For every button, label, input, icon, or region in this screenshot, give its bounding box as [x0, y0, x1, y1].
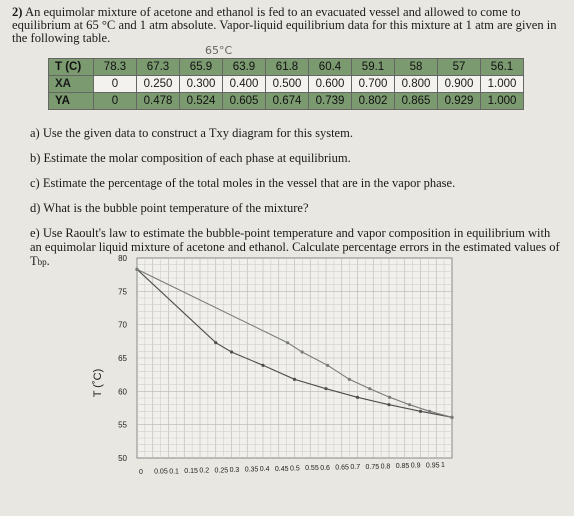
table-cell: 65.9 — [180, 59, 223, 76]
x-tick-label: 0.1 — [169, 468, 179, 476]
question-e-end: . — [46, 254, 50, 268]
table-cell: 1.000 — [481, 93, 524, 110]
data-point — [230, 350, 233, 353]
data-point — [326, 364, 329, 367]
table-cell: 0.300 — [180, 76, 223, 93]
table-cell: 59.1 — [352, 59, 395, 76]
y-axis-label: T (˚C) — [92, 368, 104, 398]
x-tick-label: 0.55 — [305, 465, 319, 473]
question-c: c) Estimate the percentage of the total moles in the vessel that are in the vapor phase. — [30, 176, 456, 190]
data-point — [388, 396, 391, 399]
table-cell: 1.000 — [481, 76, 524, 93]
question-b: b) Estimate the molar composition of each phase at equilibrium. — [30, 151, 351, 165]
table-cell: 0.400 — [223, 76, 266, 93]
table-cell: 0.865 — [395, 93, 438, 110]
x-tick-label: 0.5 — [290, 465, 300, 473]
y-tick-label: 80 — [118, 254, 127, 263]
data-point — [324, 387, 327, 390]
table-cell: 58 — [395, 59, 438, 76]
table-cell: 0 — [94, 76, 137, 93]
problem-text: An equimolar mixture of acetone and ethanol is fed to an evacuated vessel and allowed to come to equilibrium at 65 °C and 1 atm absolute. Vapor-liquid equilibrium data for this mixture at 1 atm are given in the following table. — [12, 5, 557, 45]
x-tick-label: 0.65 — [335, 464, 349, 472]
data-point — [428, 410, 431, 413]
x-tick-label: 0.25 — [214, 467, 229, 475]
table-cell: 0.700 — [352, 76, 395, 93]
x-tick-label: 0.8 — [380, 463, 391, 471]
y-tick-label: 55 — [118, 420, 127, 430]
table-cell: 60.4 — [309, 59, 352, 76]
data-point — [387, 403, 390, 406]
question-d: d) What is the bubble point temperature of the mixture? — [30, 201, 309, 215]
table-cell: 57 — [438, 59, 481, 76]
table-cell: 0.478 — [137, 93, 180, 110]
table-cell: 0.929 — [438, 93, 481, 110]
x-tick-label: 1 — [441, 462, 445, 469]
x-tick-label: 0.45 — [274, 465, 289, 473]
question-a: a) Use the given data to construct a Txy diagram for this system. — [30, 126, 353, 140]
x-tick-label: 0.95 — [425, 462, 440, 470]
data-point — [293, 378, 296, 381]
data-point — [135, 268, 138, 271]
table-cell: 0.674 — [266, 93, 309, 110]
x-tick-label: 0.3 — [229, 466, 240, 474]
table-cell: 78.3 — [94, 59, 137, 76]
data-point — [356, 396, 359, 399]
x-tick-label: 0.9 — [410, 462, 421, 470]
problem-number: 2) — [12, 5, 23, 19]
x-tick-label: 0.35 — [244, 466, 259, 474]
x-tick-label: 0.85 — [395, 463, 410, 471]
data-point — [261, 364, 264, 367]
table-cell: 0.524 — [180, 93, 223, 110]
table-cell: 0.500 — [266, 76, 309, 93]
table-cell: 0 — [94, 93, 137, 110]
table-cell: 0.900 — [438, 76, 481, 93]
row-label: T (C) — [49, 59, 94, 76]
data-point — [214, 341, 217, 344]
table-cell: 56.1 — [481, 59, 524, 76]
x-tick-label: 0.7 — [350, 464, 361, 472]
table-cell: 67.3 — [137, 59, 180, 76]
x-tick-label: 0.6 — [320, 464, 330, 472]
table-cell: 0.600 — [309, 76, 352, 93]
table-cell: 0.800 — [395, 76, 438, 93]
question-e-subscript: bp — [37, 257, 47, 267]
data-point — [300, 350, 303, 353]
x-tick-label: 0.4 — [259, 466, 270, 474]
y-tick-label: 70 — [118, 320, 127, 330]
y-tick-label: 65 — [118, 354, 127, 363]
data-point — [286, 341, 289, 344]
x-tick-label: 0.75 — [365, 463, 380, 471]
data-point — [368, 387, 371, 390]
y-tick-label: 75 — [118, 287, 127, 297]
x-tick-label: 0 — [139, 469, 143, 476]
table-cell: 61.8 — [266, 59, 309, 76]
table-cell: 0.250 — [137, 76, 180, 93]
row-label: XA — [49, 76, 94, 93]
handwritten-note: 65°C — [205, 44, 233, 57]
x-tick-label: 0.15 — [184, 467, 198, 475]
y-tick-label: 50 — [118, 454, 127, 463]
row-label: YA — [49, 93, 94, 110]
table-cell: 0.605 — [223, 93, 266, 110]
table-cell: 0.739 — [309, 93, 352, 110]
table-cell: 0.802 — [352, 93, 395, 110]
data-point — [408, 403, 411, 406]
data-point — [450, 416, 453, 419]
data-point — [419, 410, 422, 413]
x-tick-label: 0.2 — [199, 467, 210, 475]
x-tick-label: 0.05 — [154, 468, 168, 476]
question-e-text: e) Use Raoult's law to estimate the bubble-point temperature and vapor composition in equilibrium with an equimolar liquid mixture of acetone and ethanol. Calculate percentage errors in the estimated values of T — [30, 226, 560, 268]
table-cell: 63.9 — [223, 59, 266, 76]
data-point — [348, 378, 351, 381]
y-tick-label: 60 — [118, 387, 127, 397]
